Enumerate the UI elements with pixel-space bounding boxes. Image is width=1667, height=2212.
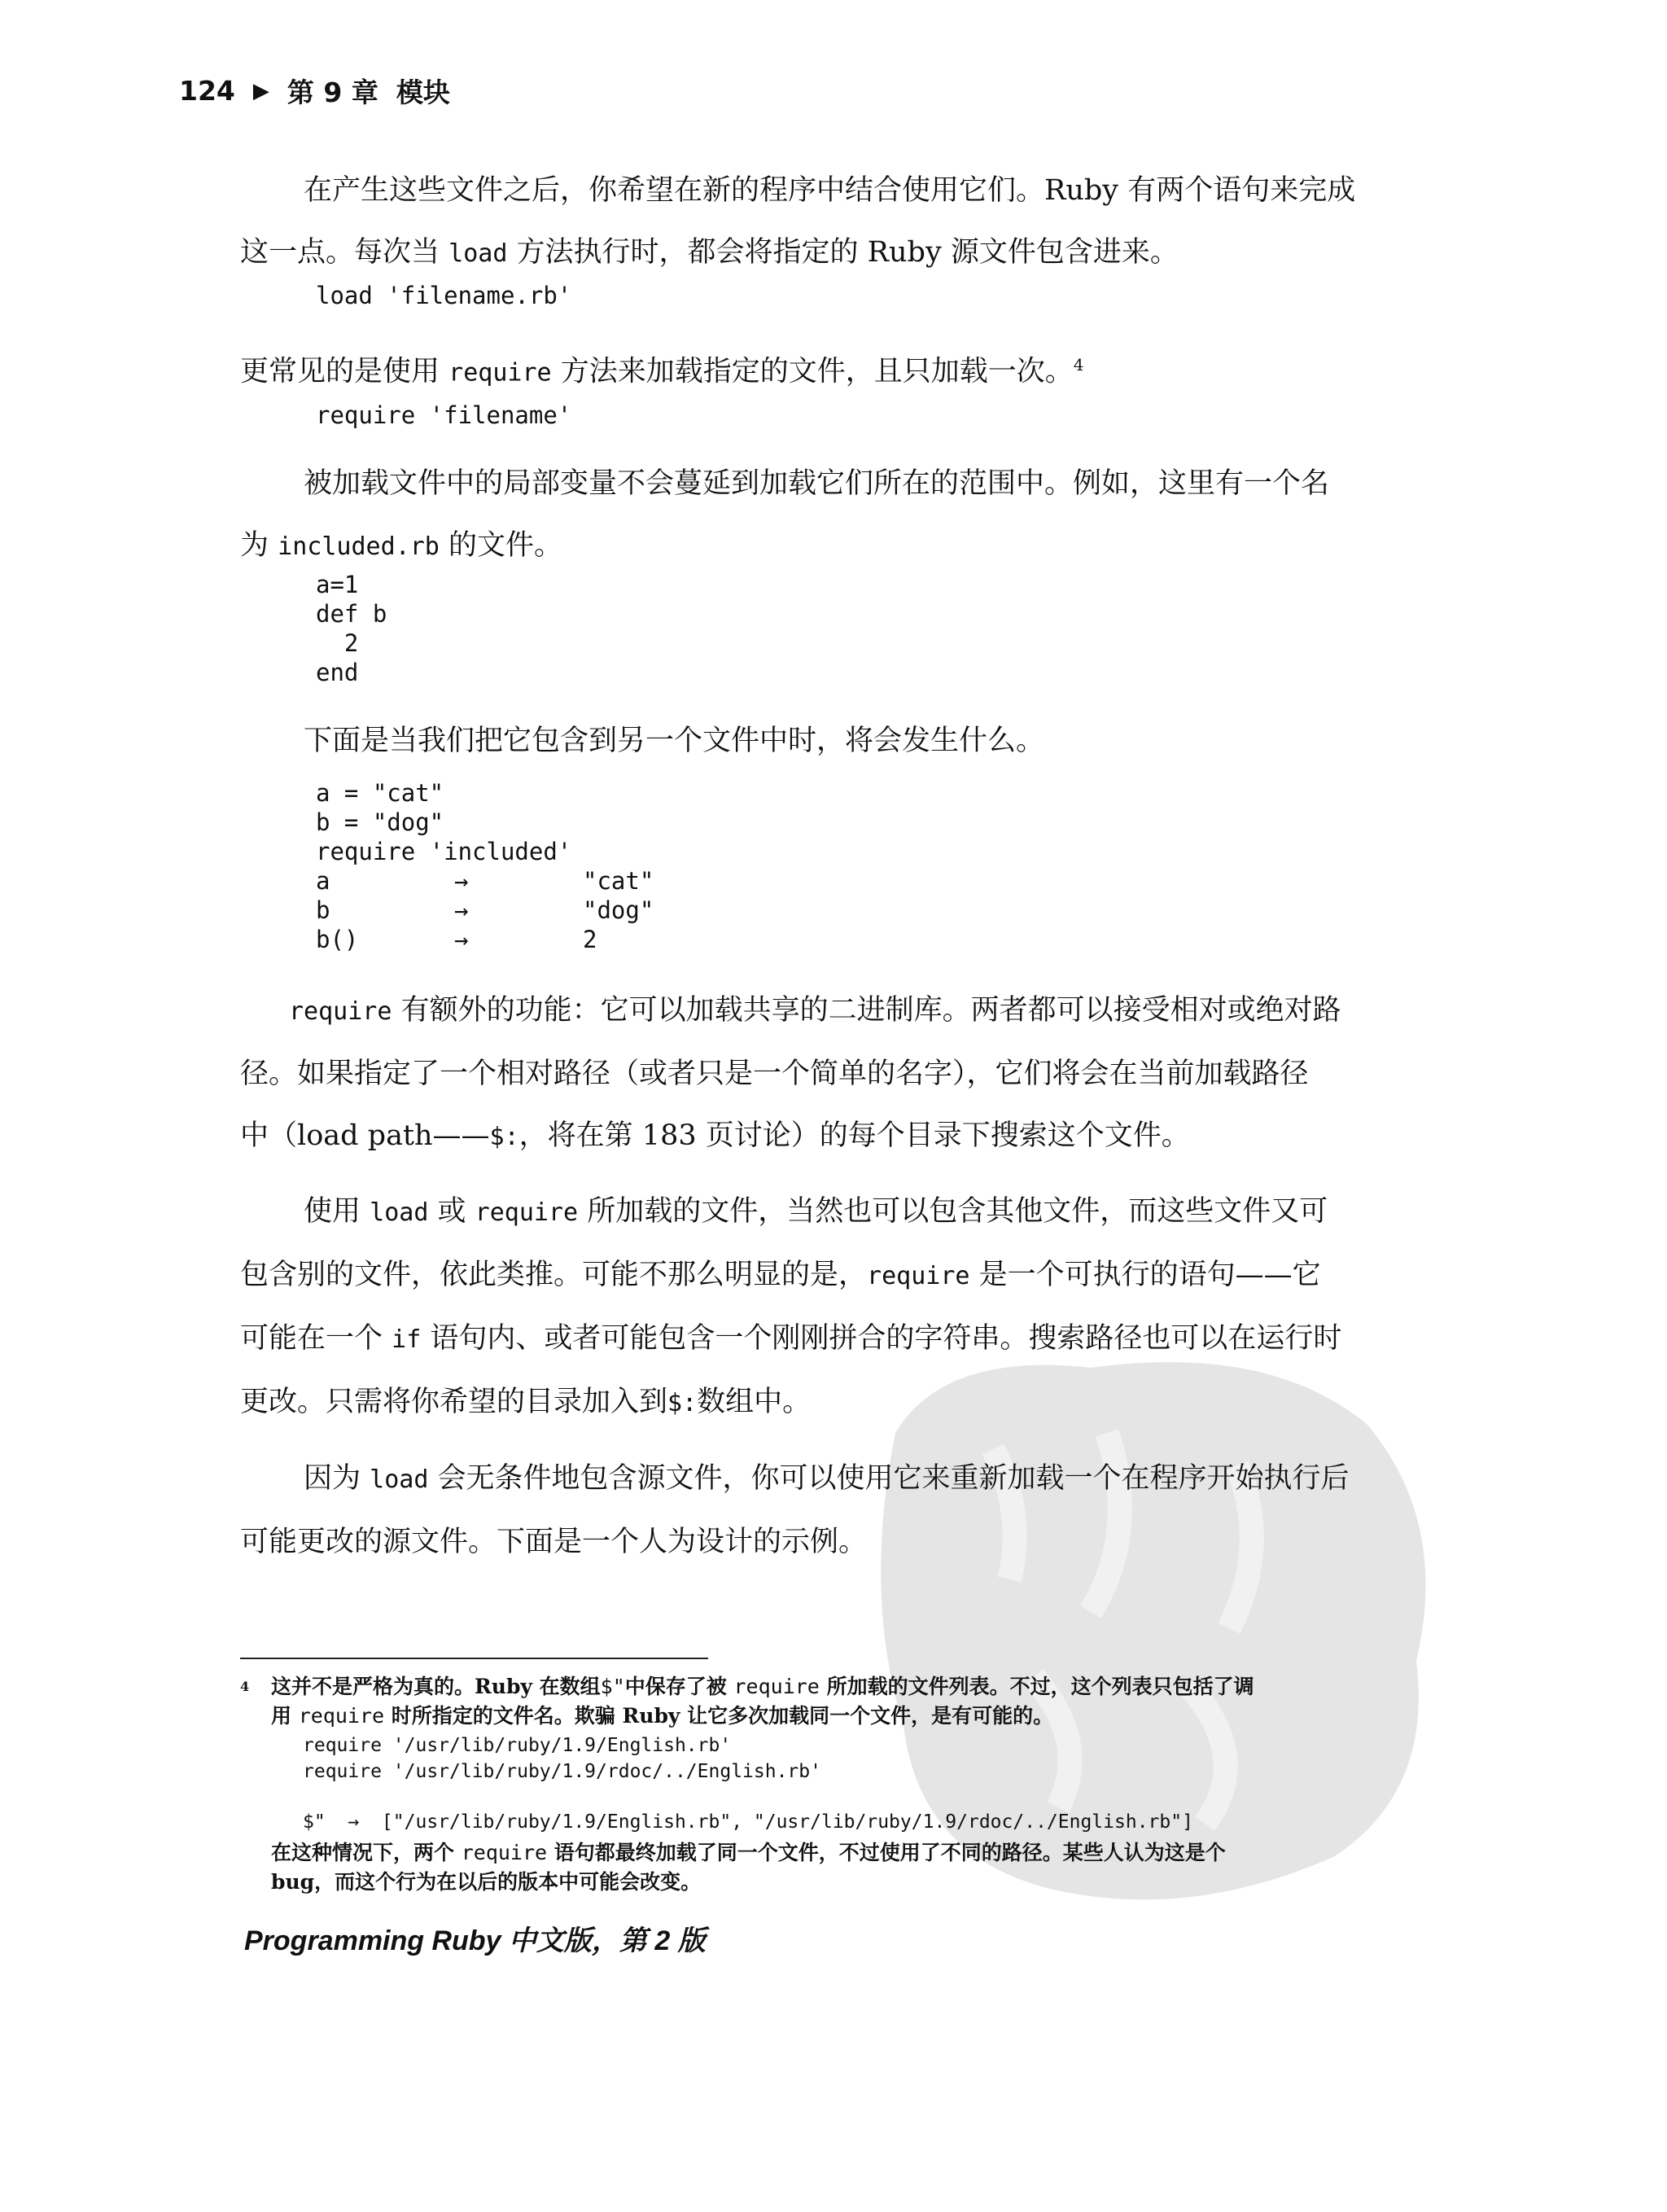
inline-code: require	[289, 997, 392, 1026]
paragraph-1	[240, 160, 1429, 285]
p7-line1b: 会无条件地包含源文件，你可以使用它来重新加载一个在程序开始执行后	[428, 1462, 1350, 1495]
footnote-continued	[240, 1838, 1437, 1897]
p3-line2a: 为	[240, 529, 278, 562]
p1-line1: 在产生这些文件之后，你希望在新的程序中结合使用它们。Ruby 有两个语句来完成	[304, 174, 1356, 207]
code-main: a = "cat" b = "dog" require 'included'	[316, 779, 572, 865]
result-row	[316, 896, 654, 925]
p6-line3a: 可能在一个	[240, 1322, 392, 1355]
paragraph-2	[240, 334, 1429, 405]
result-expr: a	[316, 867, 330, 895]
chapter-title: 模块	[396, 77, 450, 108]
fn-line2b: 时所指定的文件名。欺骗 Ruby 让它多次加载同一个文件，是有可能的。	[384, 1704, 1054, 1728]
p6-line4b: 数组中。	[697, 1386, 812, 1418]
result-value: "cat"	[583, 867, 654, 895]
result-row	[316, 866, 654, 896]
inline-code: $:	[489, 1123, 519, 1151]
footnote-ref: 4	[1073, 355, 1084, 375]
p5-line2: 径。如果指定了一个相对路径（或者只是一个简单的名字），它们将会在当前加载路径	[240, 1058, 1309, 1090]
fn-line1b: 中保存了被	[624, 1675, 734, 1698]
result-row	[316, 925, 654, 954]
book-footer: Programming Ruby 中文版，第 2 版	[244, 1925, 706, 1956]
fn-line4: bug，而这个行为在以后的版本中可能会改变。	[271, 1870, 702, 1894]
inline-code: require	[298, 1704, 385, 1728]
p3-line1: 被加载文件中的局部变量不会蔓延到加载它们所在的范围中。例如，这里有一个名	[304, 467, 1330, 500]
paragraph-3	[240, 453, 1429, 578]
p6-line1c: 所加载的文件，当然也可以包含其他文件，而这些文件又可	[578, 1195, 1328, 1228]
fn-line2a: 用	[271, 1704, 299, 1728]
chapter-label: 第 9 章	[287, 77, 378, 108]
p4-text: 下面是当我们把它包含到另一个文件中时，将会发生什么。	[304, 725, 1045, 757]
inline-code: load	[370, 1198, 429, 1227]
result-value: 2	[583, 926, 597, 953]
p3-line2b: 的文件。	[439, 529, 562, 562]
arrow-icon: →	[454, 867, 469, 895]
footnote	[240, 1672, 1437, 1731]
paragraph-4	[240, 710, 1429, 772]
p7-line2: 可能更改的源文件。下面是一个人为设计的示例。	[240, 1526, 868, 1558]
inline-code: if	[392, 1325, 422, 1354]
arrow-icon: ▶	[252, 78, 269, 103]
p1-line2b: 方法执行时，都会将指定的 Ruby 源文件包含进来。	[507, 236, 1179, 269]
fn-line3a: 在这种情况下，两个	[271, 1841, 462, 1864]
result-expr: b	[316, 896, 330, 924]
footnote-code-2: $" → ["/usr/lib/ruby/1.9/English.rb", "/usr/lib/ruby/1.9/rdoc/../English.rb"]	[303, 1811, 1193, 1833]
p2-a: 更常见的是使用	[240, 355, 449, 388]
arrow-icon: →	[454, 926, 469, 953]
p6-line4a: 更改。只需将你希望的目录加入到	[240, 1386, 668, 1418]
inline-code: load	[370, 1465, 429, 1494]
fn-line3b: 语句都最终加载了同一个文件，不过使用了不同的路径。某些人认为这是个	[547, 1841, 1226, 1864]
paragraph-5	[240, 979, 1429, 1168]
result-expr: b()	[316, 926, 359, 953]
inline-code: load	[448, 239, 508, 268]
p6-line2a: 包含别的文件，依此类推。可能不那么明显的是，	[240, 1259, 868, 1291]
fn-line1c: 所加载的文件列表。不过，这个列表只包括了调	[819, 1675, 1254, 1698]
footnote-code-1: require '/usr/lib/ruby/1.9/English.rb' require '/usr/lib/ruby/1.9/rdoc/../English.rb'	[303, 1735, 821, 1782]
p7-line1a: 因为	[304, 1462, 370, 1495]
p1-line2a: 这一点。每次当	[240, 236, 449, 269]
p6-line1b: 或	[428, 1195, 475, 1228]
inline-code: $:	[667, 1389, 698, 1417]
inline-code: require	[867, 1262, 970, 1290]
page-number: 124	[179, 75, 235, 107]
inline-code: $"	[600, 1675, 625, 1698]
p5-line3a: 中（load path——	[240, 1119, 490, 1152]
fn-line1a: 这并不是严格为真的。Ruby 在数组	[271, 1675, 601, 1698]
arrow-icon: →	[454, 896, 469, 924]
code-included: a=1 def b 2 end	[316, 571, 387, 686]
code-results	[316, 866, 654, 954]
inline-code: require	[461, 1841, 548, 1864]
result-value: "dog"	[583, 896, 654, 924]
footnote-mark: 4	[240, 1679, 250, 1694]
running-header	[179, 72, 450, 110]
p5-line3b: ，将在第 183 页讨论）的每个目录下搜索这个文件。	[518, 1119, 1190, 1152]
p2-b: 方法来加载指定的文件，且只加载一次。	[551, 355, 1074, 388]
p5-line1: 有额外的功能：它可以加载共享的二进制库。两者都可以接受相对或绝对路	[392, 994, 1341, 1027]
p6-line1a: 使用	[304, 1195, 370, 1228]
p6-line3b: 语句内、或者可能包含一个刚刚拼合的字符串。搜索路径也可以在运行时	[421, 1322, 1342, 1355]
p6-line2b: 是一个可执行的语句——它	[969, 1259, 1321, 1291]
code-require: require 'filename'	[316, 401, 572, 429]
inline-code: included.rb	[278, 532, 440, 561]
inline-code: require	[448, 358, 552, 388]
footnote-divider	[240, 1658, 708, 1659]
paragraph-7	[240, 1448, 1429, 1573]
code-load: load 'filename.rb'	[316, 282, 572, 309]
inline-code: require	[475, 1198, 579, 1227]
inline-code: require	[733, 1675, 820, 1698]
